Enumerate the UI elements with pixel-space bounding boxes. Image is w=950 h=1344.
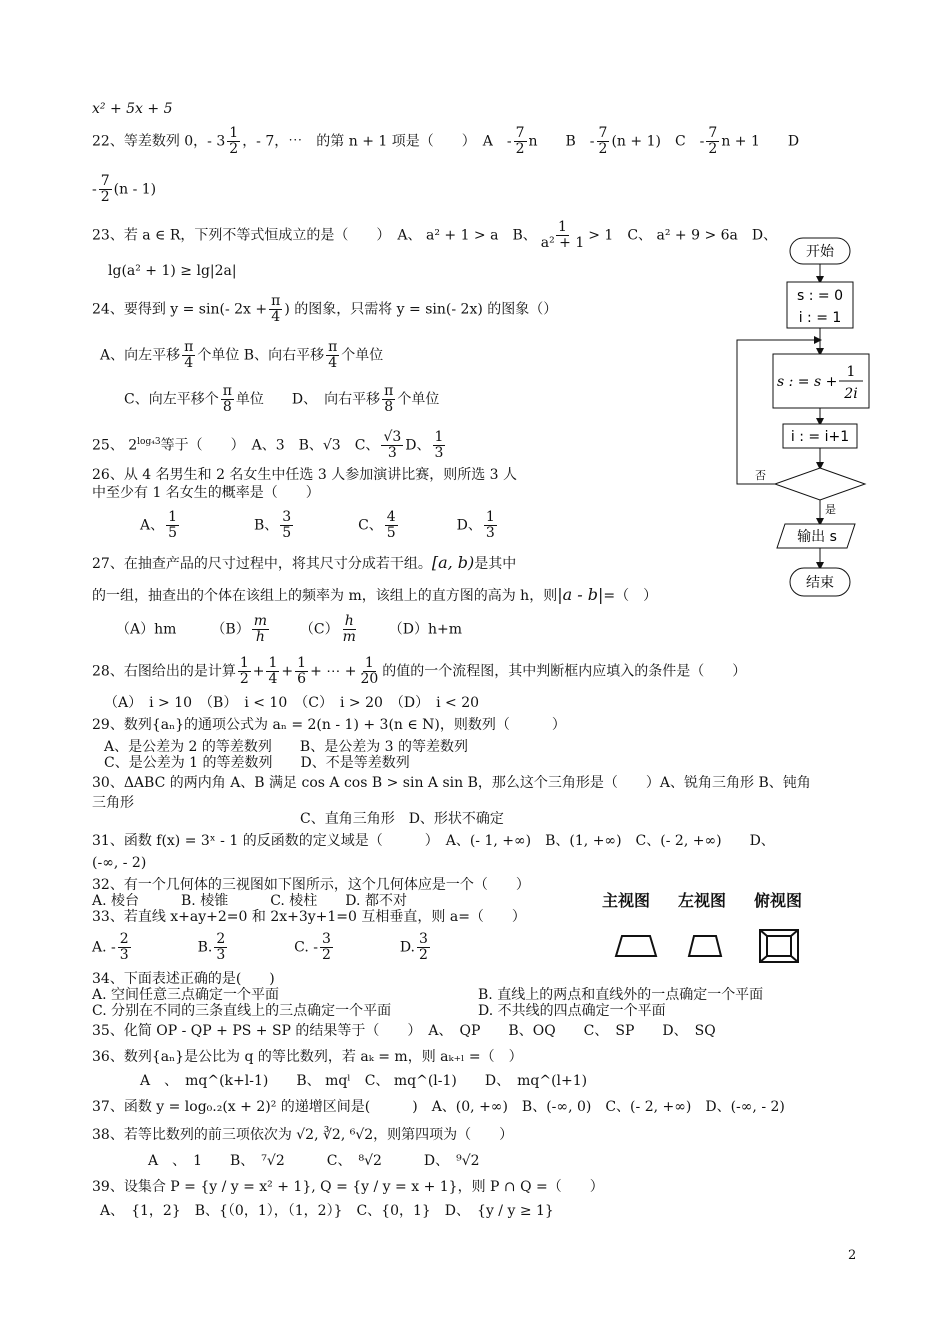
fraction: $\frac{7}{2}$ — [598, 125, 608, 157]
flowchart-end-label: 结束 — [806, 575, 834, 591]
question-27-options: （A）hm （B） $\frac{m}{h}$ （C） $\frac{h}{m}$ （D）h+m — [116, 613, 463, 645]
question-39-options: A、 {1，2} B、{（0，1），（1，2）} C、{0，1} D、 {y / y ≥ 1} — [100, 1203, 554, 1219]
question-24-options-ab: A、向左平移 $\frac{\pi}{4}$ 个单位 B、向右平移 $\frac{\pi}{4}$ 个单位 — [100, 339, 384, 371]
fraction: $\frac{m}{h}$ — [253, 613, 267, 645]
fraction: $\frac{3}{2}$ — [419, 931, 428, 963]
flowchart-init-s: s : = 0 — [797, 288, 843, 304]
question-29-options-ab: A、是公差为 2 的等差数列 B、是公差为 3 的等差数列 — [104, 739, 469, 755]
question-32-options: A. 棱台 B. 棱锥 C. 棱柱 D. 都不对 — [92, 893, 407, 909]
front-view-label: 主视图 — [602, 891, 651, 910]
front-view-trapezoid — [616, 936, 656, 956]
fraction: $\frac{1}{20}$ — [360, 655, 379, 687]
question-28-options: （A） i > 10 （B） i < 10 （C） i > 20 （D） i < 20 — [104, 695, 480, 711]
fraction: $\frac{1}{6}$ — [297, 655, 307, 687]
flowchart — [735, 232, 875, 602]
fraction: $\frac{3}{5}$ — [282, 509, 292, 541]
question-36: 36、数列{aₙ}是公比为 q 的等比数列，若 aₖ = m，则 aₖ₊ₗ =（ ） — [92, 1049, 523, 1065]
flowchart-start-label: 开始 — [806, 244, 834, 260]
fraction: $\frac{h}{m}$ — [342, 613, 356, 645]
flowchart-decision — [775, 468, 865, 500]
question-28: 28、右图给出的是计算 $\frac{1}{2}$ + $\frac{1}{4}$ + $\frac{1}{6}$ + ⋯ + $\frac{1}{20}$ 的值的一个流程图，其中判断框内应填入的条件是（ ） — [92, 655, 747, 687]
question-27-cont: 的一组，抽查出的个体在该组上的频率为 m，该组上的直方图的高为 h，则|a - b|=（ ） — [92, 585, 658, 604]
fraction: $\frac{7}{2}$ — [708, 125, 718, 157]
question-33-options: A. - $\frac{2}{3}$ B. $\frac{2}{3}$ C. - $\frac{3}{2}$ D. $\frac{3}{2}$ — [92, 931, 428, 963]
question-24-options-cd: C、向左平移个 $\frac{\pi}{8}$ 单位 D、 向右平移 $\frac{\pi}{8}$ 个单位 — [124, 383, 440, 415]
page-number: 2 — [848, 1248, 857, 1263]
question-29-options-cd: C、是公差为 1 的等差数列 D、不是等差数列 — [104, 755, 410, 771]
question-39: 39、设集合 P = {y / y = x² + 1}, Q = {y / y = x + 1}，则 P ∩ Q =（ ） — [92, 1179, 604, 1195]
question-35: 35、化简 OP - QP + PS + SP 的结果等于（ ） A、 QP B、OQ C、 SP D、 SQ — [92, 1023, 716, 1039]
fraction: $\frac{\pi}{4}$ — [271, 293, 281, 325]
question-30-cont: 三角形 — [92, 795, 134, 811]
question-34-option-d: D. 不共线的四点确定一个平面 — [478, 1003, 666, 1019]
fraction: $\frac{\pi}{4}$ — [184, 339, 194, 371]
top-view-inner-square — [767, 936, 791, 956]
question-36-options: A 、 mq^(k+l-1) B、 mqˡ C、 mq^(l-1) D、 mq^(l+1) — [140, 1073, 588, 1089]
question-26-options: A、 $\frac{1}{5}$ B、 $\frac{3}{5}$ C、 $\frac{4}{5}$ D、 $\frac{1}{3}$ — [140, 509, 495, 541]
flowchart-increment-label: i : = i+1 — [790, 429, 850, 445]
fraction: $\frac{2}{3}$ — [216, 931, 226, 963]
question-38: 38、若等比数列的前三项依次为 √2, ∛2, ⁶√2，则第四项为（ ） — [92, 1127, 514, 1143]
flowchart-no-label: 否 — [755, 469, 766, 482]
question-26-cont: 中至少有 1 名女生的概率是（ ） — [92, 485, 320, 501]
question-34-option-b: B. 直线上的两点和直线外的一点确定一个平面 — [478, 987, 764, 1003]
question-22-option-d: - $\frac{7}{2}$ (n - 1) — [92, 173, 157, 205]
side-view-trapezoid — [689, 936, 721, 956]
three-views-drawings — [600, 928, 830, 968]
fraction: $\frac{1}{\text{a² + 1}}$ — [540, 219, 585, 251]
question-30-options-cd: C、直角三角形 D、形状不确定 — [300, 811, 504, 827]
three-views-figure — [600, 888, 830, 968]
fraction: $\frac{2}{3}$ — [119, 931, 129, 963]
line-q21-tail: x² + 5x + 5 — [92, 101, 173, 117]
question-34: 34、下面表述正确的是( ) — [92, 971, 275, 987]
fraction: $\frac{\pi}{8}$ — [222, 383, 232, 415]
top-view-label: 俯视图 — [754, 891, 803, 910]
question-22: 22、等差数列 0，- 3 $\frac{1}{2}$ ，- 7，⋯ 的第 n + 1 项是（ ） A - $\frac{7}{2}$ n B - $\frac{7}{2}$ (n + 1) C - $\frac{7}{2}$ n + 1 D — [92, 125, 800, 157]
flowchart-init-i: i : = 1 — [798, 310, 842, 326]
question-24: 24、要得到 y = sin(- 2x + $\frac{\pi}{4}$ ) 的图象，只需将 y = sin(- 2x) 的图象（） — [92, 293, 558, 325]
fraction: $\frac{\pi}{4}$ — [328, 339, 338, 371]
flowchart-sum-denominator: 2i — [844, 386, 858, 402]
question-30: 30、ΔABC 的两内角 A、B 满足 cos A cos B > sin A sin B，那么这个三角形是（ ）A、锐角三角形 B、钝角 — [92, 775, 811, 791]
fraction: $\frac{1}{4}$ — [268, 655, 278, 687]
fraction: $\frac{1}{2}$ — [239, 655, 249, 687]
fraction: $\frac{√3}{3}$ — [383, 429, 402, 461]
flowchart-output-label: 输出 s — [797, 529, 837, 545]
question-38-options: A 、 1 B、 ⁷√2 C、 ⁸√2 D、 ⁹√2 — [148, 1153, 480, 1169]
fraction: $\frac{1}{3}$ — [485, 509, 495, 541]
question-31-option-d: (-∞, - 2) — [92, 855, 147, 871]
question-32: 32、有一个几何体的三视图如下图所示，这个几何体应是一个（ ） — [92, 877, 530, 893]
flowchart-sum-label: s : = s + — [777, 374, 838, 390]
question-34-option-c: C. 分别在不同的三条直线上的三点确定一个平面 — [92, 1003, 392, 1019]
fraction: $\frac{\pi}{8}$ — [384, 383, 394, 415]
question-25: 25、 $2^{log_43}$等于（ ） A、3 B、√3 C、 $\frac{√3}{3}$ D、 $\frac{1}{3}$ — [92, 429, 444, 461]
side-view-label: 左视图 — [678, 891, 727, 910]
fraction: $\frac{4}{5}$ — [386, 509, 396, 541]
flowchart-yes-label: 是 — [825, 503, 836, 516]
fraction: $\frac{3}{2}$ — [322, 931, 331, 963]
question-27: 27、在抽查产品的尺寸过程中，将其尺寸分成若干组。[a, b)是其中 — [92, 553, 517, 572]
question-34-option-a: A. 空间任意三点确定一个平面 — [92, 987, 280, 1003]
question-37: 37、函数 y = log₀.₂(x + 2)² 的递增区间是( ) A、(0, +∞) B、(-∞, 0) C、(- 2, +∞) D、(-∞, - 2) — [92, 1099, 785, 1115]
question-26: 26、从 4 名男生和 2 名女生中任选 3 人参加演讲比赛，则所选 3 人 — [92, 467, 518, 483]
question-31: 31、函数 f(x) = 3ˣ - 1 的反函数的定义域是（ ） A、(- 1, +∞) B、(1, +∞) C、(- 2, +∞) D、 — [92, 833, 775, 849]
question-23-option-d: lg(a² + 1) ≥ lg|2a| — [108, 263, 237, 279]
flowchart-sum-numerator: 1 — [846, 364, 856, 380]
question-29: 29、数列{aₙ}的通项公式为 aₙ = 2(n - 1) + 3(n ∈ N)，则数列（ ） — [92, 717, 566, 733]
fraction: $\frac{1}{5}$ — [168, 509, 178, 541]
fraction: $\frac{1}{3}$ — [434, 429, 444, 461]
fraction: $\frac{1}{2}$ — [229, 125, 239, 157]
question-23: 23、若 a ∈ R，下列不等式恒成立的是（ ） A、 a² + 1 > a B、 $\frac{1}{\text{a² + 1}}$ > 1 C、 a² + 9 > 6a D、 — [92, 219, 778, 251]
question-33: 33、若直线 x+ay+2=0 和 2x+3y+1=0 互相垂直，则 a=（ ） — [92, 909, 526, 925]
fraction: $\frac{7}{2}$ — [515, 125, 525, 157]
fraction: $\frac{7}{2}$ — [100, 173, 110, 205]
